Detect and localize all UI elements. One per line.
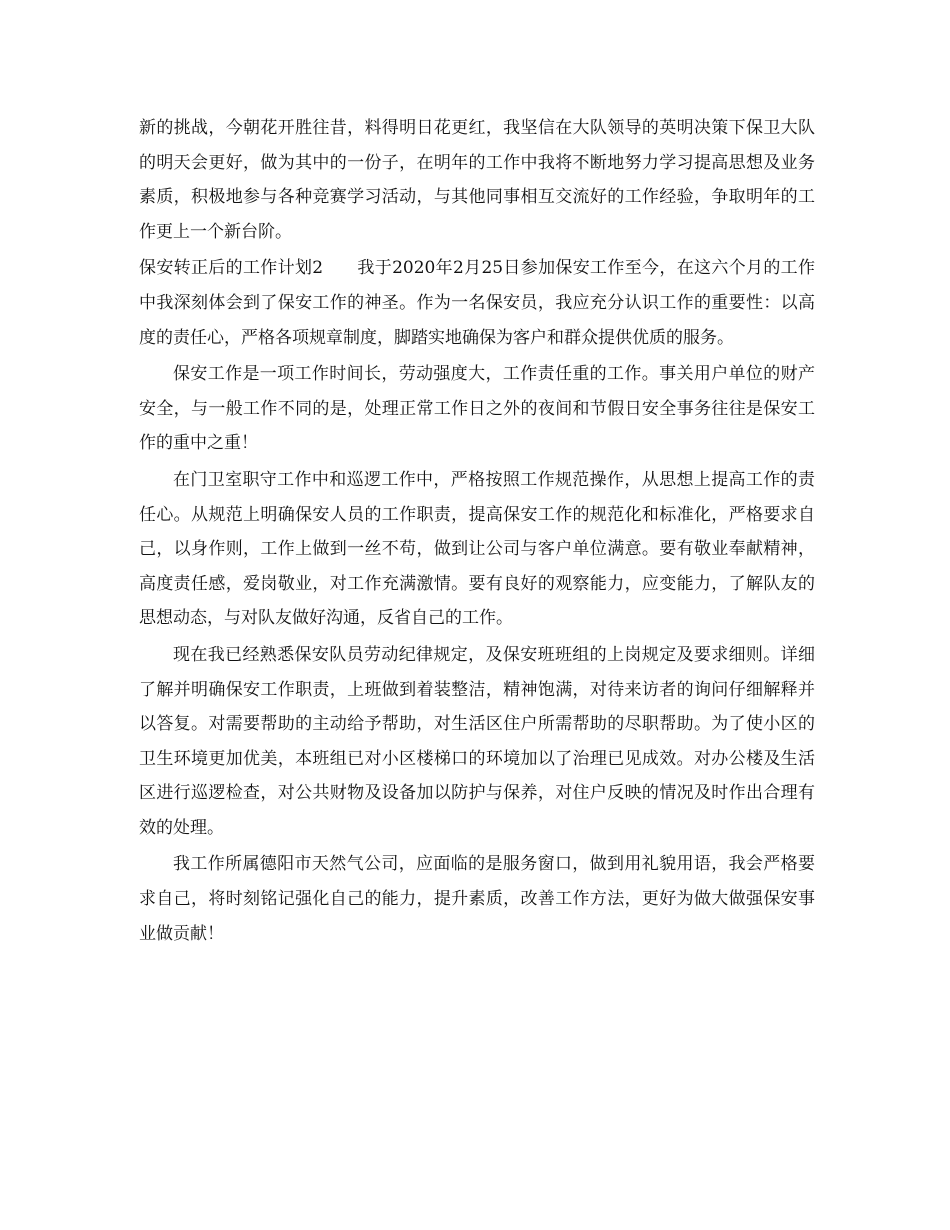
paragraph: 我工作所属德阳市天然气公司，应面临的是服务窗口，做到用礼貌用语，我会严格要求自己，将时刻铭记强化自己的能力，提升素质，改善工作方法，更好为做大做强保安事业做贡献！	[139, 854, 815, 944]
paragraph-section-2	[139, 251, 815, 355]
section-heading: 保安转正后的工作计划2	[139, 258, 324, 279]
paragraph-continuation: 新的挑战，今朝花开胜往昔，料得明日花更红，我坚信在大队领导的英明决策下保卫大队的明天会更好，做为其中的一份子，在明年的工作中我将不断地努力学习提高思想及业务素质，积极地参与各种竞赛学习活动，与其他同事相互交流好的工作经验，争取明年的工作更上一个新台阶。	[139, 118, 815, 242]
document-body	[139, 111, 815, 953]
paragraph-text: 我于2020年2月25日参加保安工作至今，在这六个月的工作中我深刻体会到了保安工作的神圣。作为一名保安员，我应充分认识工作的重要性：以高度的责任心，严格各项规章制度，脚踏实地确保为客户和群众提供优质的服务。	[139, 258, 815, 348]
paragraph: 保安工作是一项工作时间长，劳动强度大，工作责任重的工作。事关用户单位的财产安全，与一般工作不同的是，处理正常工作日之外的夜间和节假日安全事务往往是保安工作的重中之重！	[139, 364, 815, 454]
paragraph: 现在我已经熟悉保安队员劳动纪律规定，及保安班班组的上岗规定及要求细则。详细了解并明确保安工作职责，上班做到着装整洁，精神饱满，对待来访者的询问仔细解释并以答复。对需要帮助的主动给予帮助，对生活区住户所需帮助的尽职帮助。为了使小区的卫生环境更加优美，本班组已对小区楼梯口的环境加以了治理已见成效。对办公楼及生活区进行巡逻检查，对公共财物及设备加以防护与保养，对住户反映的情况及时作出合理有效的处理。	[139, 644, 815, 838]
paragraph: 在门卫室职守工作中和巡逻工作中，严格按照工作规范操作，从思想上提高工作的责任心。从规范上明确保安人员的工作职责，提高保安工作的规范化和标准化，严格要求自己，以身作则，工作上做到一丝不苟，做到让公司与客户单位满意。要有敬业奉献精神，高度责任感，爱岗敬业，对工作充满激情。要有良好的观察能力，应变能力，了解队友的思想动态，与对队友做好沟通，反省自己的工作。	[139, 469, 815, 629]
